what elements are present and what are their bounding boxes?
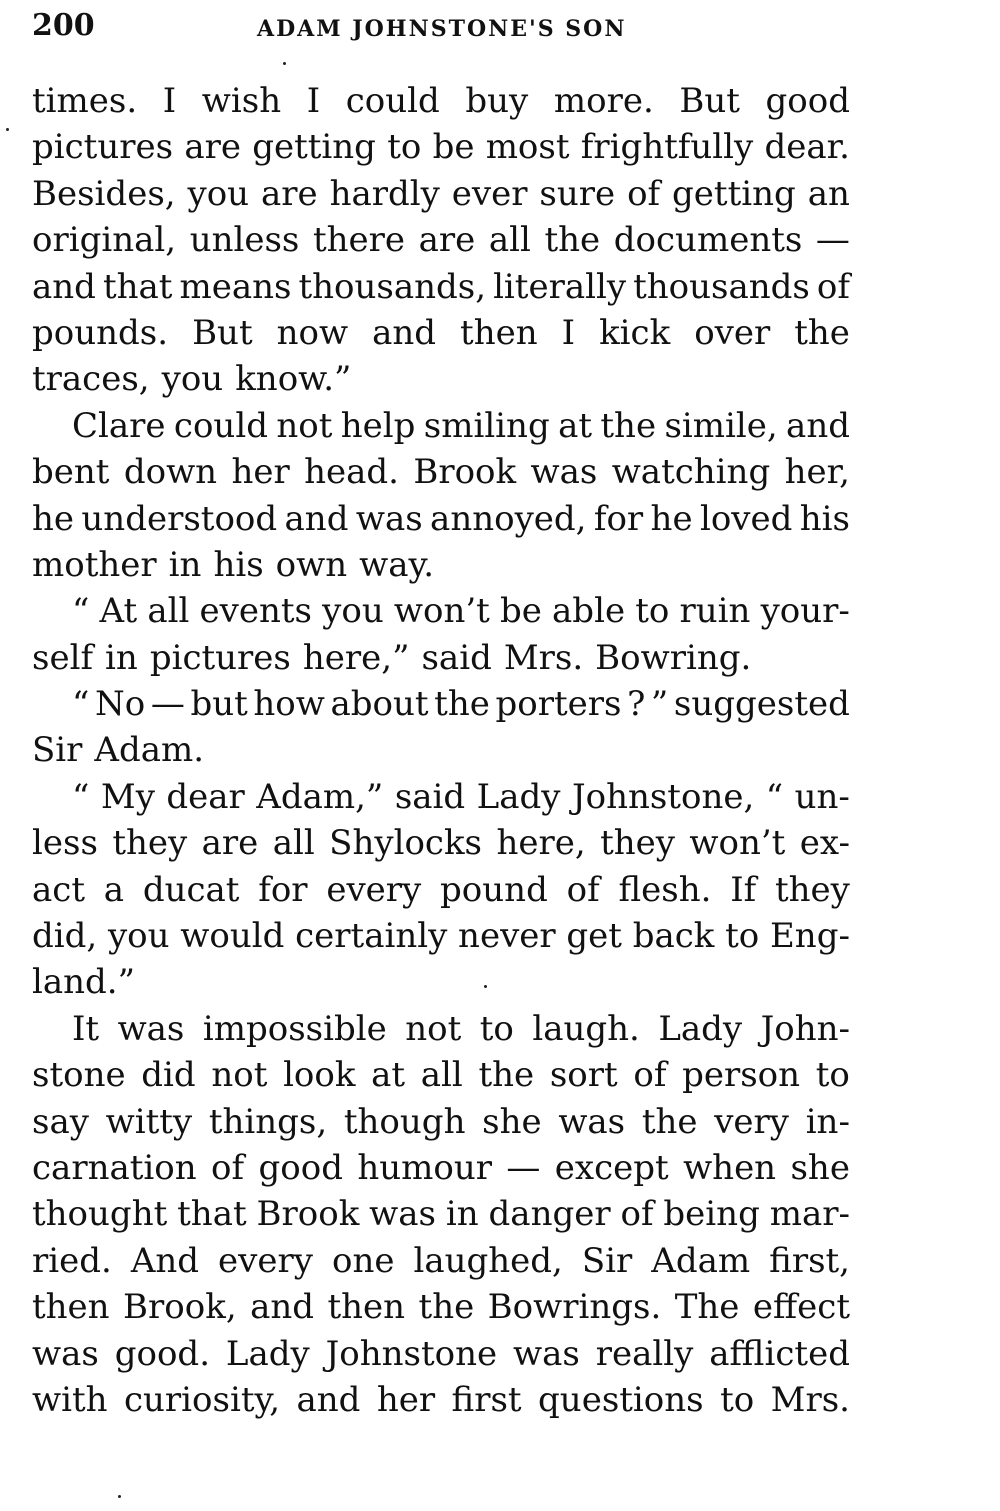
- text-line: “ My dear Adam,” said Lady Johnstone, “ un-: [72, 776, 850, 817]
- text-line: original, unless there are all the documents —: [32, 220, 850, 261]
- text-line: It was impossible not to laugh. Lady John-: [72, 1008, 850, 1049]
- text-line: and that means thousands, literally thousands of: [32, 266, 850, 307]
- print-speck: [484, 985, 487, 988]
- text-line: traces, you know.”: [32, 359, 352, 400]
- text-line: “ No — but how about the porters ? ” suggested: [72, 684, 850, 725]
- text-line: Clare could not help smiling at the simile, and: [72, 405, 850, 446]
- page-header: [32, 8, 852, 48]
- body-text: [32, 78, 850, 1423]
- text-line: act a ducat for every pound of flesh. If they: [32, 869, 850, 910]
- text-line: did, you would certainly never get back to Eng-: [32, 916, 850, 957]
- text-line: “ At all events you won’t be able to ruin your-: [72, 591, 850, 632]
- text-line: pictures are getting to be most frightfully dear.: [32, 127, 850, 168]
- text-line: less they are all Shylocks here, they won’t ex-: [32, 823, 850, 864]
- text-line: say witty things, though she was the very in-: [32, 1101, 850, 1142]
- print-speck: [118, 1495, 121, 1498]
- running-head: ADAM JOHNSTONE'S SON: [257, 16, 627, 42]
- text-line: Sir Adam.: [32, 730, 205, 771]
- text-line: pounds. But now and then I kick over the: [32, 312, 850, 353]
- text-line: was good. Lady Johnstone was really afflicted: [32, 1333, 850, 1374]
- text-line: he understood and was annoyed, for he loved his: [32, 498, 850, 539]
- print-speck: [6, 128, 9, 131]
- print-speck: [283, 62, 286, 65]
- page-number: 200: [32, 8, 95, 43]
- text-line: ried. And every one laughed, Sir Adam first,: [32, 1240, 850, 1281]
- text-line: land.”: [32, 962, 135, 1003]
- text-line: self in pictures here,” said Mrs. Bowring.: [32, 637, 752, 678]
- text-line: times. I wish I could buy more. But good: [32, 81, 850, 121]
- text-line: Besides, you are hardly ever sure of getting an: [32, 173, 850, 214]
- text-line: bent down her head. Brook was watching her,: [32, 452, 850, 493]
- text-line: mother in his own way.: [32, 544, 435, 585]
- text-line: carnation of good humour — except when she: [32, 1147, 850, 1188]
- text-line: then Brook, and then the Bowrings. The effect: [32, 1287, 850, 1328]
- text-line: with curiosity, and her first questions to Mrs.: [32, 1379, 850, 1420]
- text-line: thought that Brook was in danger of being mar-: [32, 1194, 850, 1235]
- text-line: stone did not look at all the sort of person to: [32, 1055, 850, 1096]
